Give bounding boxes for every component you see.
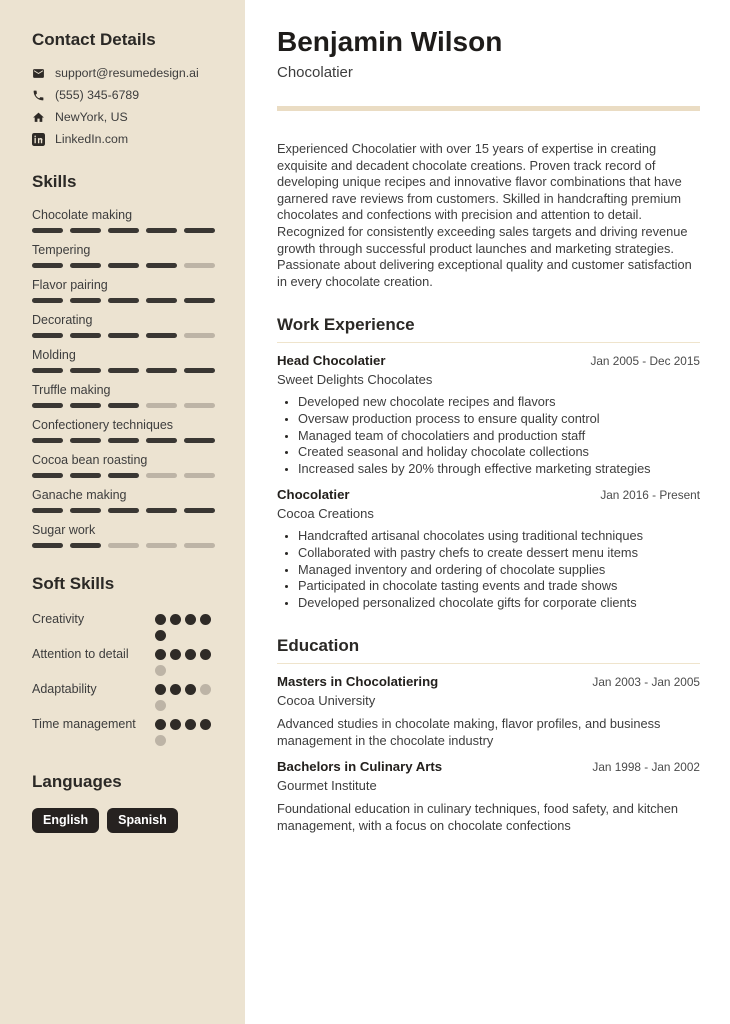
skill-level-bar (32, 473, 215, 478)
soft-skill-label: Adaptability (32, 682, 97, 696)
skill-level-bar (32, 543, 215, 548)
skill-segment-filled (70, 263, 101, 268)
rating-dot-filled (170, 614, 181, 625)
skill-segment-filled (108, 473, 139, 478)
main-content (245, 0, 730, 1024)
job-dates: Jan 2005 - Dec 2015 (590, 354, 700, 369)
job-bullets (277, 394, 700, 477)
job-company: Cocoa Creations (277, 506, 374, 522)
rating-dot-filled (155, 649, 166, 660)
skill-item (32, 278, 215, 303)
skill-segment-filled (108, 438, 139, 443)
skill-label: Decorating (32, 313, 93, 327)
education-school: Cocoa University (277, 693, 376, 709)
job-title: Head Chocolatier (277, 353, 386, 369)
skill-level-bar (32, 403, 215, 408)
skill-segment-empty (146, 473, 177, 478)
phone-icon (32, 89, 45, 102)
skill-item (32, 313, 215, 338)
job-company: Sweet Delights Chocolates (277, 372, 433, 388)
contact-item (32, 110, 215, 124)
skill-segment-filled (184, 508, 215, 513)
skill-segment-empty (146, 403, 177, 408)
languages-list (32, 808, 215, 833)
skill-segment-empty (184, 333, 215, 338)
skill-segment-filled (32, 368, 63, 373)
skill-segment-filled (146, 368, 177, 373)
language-badge: Spanish (107, 808, 178, 833)
skill-segment-filled (146, 508, 177, 513)
skill-segment-filled (146, 263, 177, 268)
skill-segment-filled (146, 298, 177, 303)
skill-item (32, 488, 215, 513)
skill-segment-filled (70, 508, 101, 513)
skill-label: Cocoa bean roasting (32, 453, 148, 467)
soft-skill-dots (155, 680, 215, 711)
skill-label: Truffle making (32, 383, 111, 397)
home-icon (32, 111, 45, 124)
education-degree: Masters in Chocolatiering (277, 674, 439, 690)
soft-skill-label: Attention to detail (32, 647, 129, 661)
skill-label: Ganache making (32, 488, 127, 502)
linkedin-icon (32, 133, 45, 146)
skill-level-bar (32, 228, 215, 233)
skill-segment-filled (108, 403, 139, 408)
job-entry (277, 352, 700, 477)
languages-heading: Languages (32, 772, 122, 791)
skill-segment-empty (108, 543, 139, 548)
soft-skill-item (32, 680, 215, 711)
skill-level-bar (32, 508, 215, 513)
skill-segment-filled (70, 298, 101, 303)
soft-skill-label: Time management (32, 717, 136, 731)
skill-level-bar (32, 263, 215, 268)
work-experience-heading: Work Experience (277, 315, 700, 343)
rating-dot-filled (185, 649, 196, 660)
education-dates: Jan 1998 - Jan 2002 (592, 760, 700, 775)
contact-section (32, 30, 215, 146)
soft-skills-section (32, 574, 215, 746)
education-degree: Bachelors in Culinary Arts (277, 759, 443, 775)
rating-dot-filled (170, 684, 181, 695)
skill-segment-empty (146, 543, 177, 548)
skill-segment-filled (32, 263, 63, 268)
education-entry (277, 673, 700, 749)
skill-level-bar (32, 333, 215, 338)
rating-dot-filled (155, 630, 166, 641)
contact-item-text: (555) 345-6789 (55, 88, 140, 102)
rating-dot-filled (155, 614, 166, 625)
skills-heading: Skills (32, 172, 77, 191)
job-bullet: • Managed inventory and ordering of chocolate supplies (298, 562, 700, 579)
education-description: Advanced studies in chocolate making, flavor profiles, and business management in the chocolate industry (277, 716, 661, 749)
skill-segment-filled (32, 473, 63, 478)
rating-dot-filled (200, 719, 211, 730)
rating-dot-empty (155, 735, 166, 746)
accent-divider (277, 106, 700, 111)
skill-segment-filled (108, 228, 139, 233)
skill-label: Flavor pairing (32, 278, 108, 292)
rating-dot-filled (170, 649, 181, 660)
job-entry (277, 486, 700, 611)
skill-segment-filled (32, 508, 63, 513)
skill-label: Chocolate making (32, 208, 133, 222)
education-school: Gourmet Institute (277, 778, 377, 794)
skill-item (32, 348, 215, 373)
contact-item (32, 66, 215, 80)
job-title: Chocolatier (277, 487, 350, 503)
job-bullet: • Handcrafted artisanal chocolates using traditional techniques (298, 528, 700, 545)
education-heading: Education (277, 636, 700, 664)
rating-dot-filled (155, 684, 166, 695)
skills-section (32, 172, 215, 548)
person-name: Benjamin Wilson (277, 26, 503, 57)
soft-skills-list (32, 610, 215, 746)
skill-segment-filled (108, 333, 139, 338)
skill-segment-filled (70, 333, 101, 338)
work-experience-section (277, 315, 700, 611)
rating-dot-empty (200, 684, 211, 695)
contact-item-text: LinkedIn.com (55, 132, 129, 146)
rating-dot-filled (200, 649, 211, 660)
languages-section (32, 772, 215, 833)
soft-skills-heading: Soft Skills (32, 574, 115, 593)
soft-skill-item (32, 610, 215, 641)
rating-dot-filled (185, 684, 196, 695)
education-description: Foundational education in culinary techniques, food safety, and kitchen management, with a focus on chocolate confections (277, 801, 678, 834)
skill-label: Sugar work (32, 523, 96, 537)
skill-segment-filled (108, 298, 139, 303)
skill-segment-filled (184, 438, 215, 443)
skill-segment-filled (146, 438, 177, 443)
contact-heading: Contact Details (32, 30, 156, 49)
skill-level-bar (32, 298, 215, 303)
soft-skill-label: Creativity (32, 612, 85, 626)
job-bullet: • Managed team of chocolatiers and production staff (298, 428, 700, 445)
skill-segment-filled (184, 368, 215, 373)
job-bullet: • Participated in chocolate tasting events and trade shows (298, 578, 700, 595)
person-role: Chocolatier (277, 64, 353, 81)
job-dates: Jan 2016 - Present (600, 488, 700, 503)
skill-segment-filled (70, 403, 101, 408)
skill-segment-filled (32, 298, 63, 303)
skill-level-bar (32, 368, 215, 373)
rating-dot-filled (185, 614, 196, 625)
education-entry (277, 758, 700, 834)
job-bullets (277, 528, 700, 611)
skill-segment-filled (70, 473, 101, 478)
contact-item-text: support@resumedesign.ai (55, 66, 199, 80)
job-bullet: • Oversaw production process to ensure quality control (298, 411, 700, 428)
mail-icon (32, 67, 45, 80)
skill-segment-filled (32, 438, 63, 443)
skill-label: Molding (32, 348, 76, 362)
skill-segment-filled (70, 228, 101, 233)
skill-segment-filled (70, 438, 101, 443)
language-badge: English (32, 808, 99, 833)
skill-item (32, 453, 215, 478)
skill-item (32, 243, 215, 268)
job-bullet: • Collaborated with pastry chefs to create dessert menu items (298, 545, 700, 562)
skill-segment-filled (108, 368, 139, 373)
skill-segment-filled (184, 228, 215, 233)
soft-skill-dots (155, 715, 215, 746)
jobs-list (277, 352, 700, 611)
soft-skill-dots (155, 610, 215, 641)
rating-dot-filled (200, 614, 211, 625)
job-bullet: • Increased sales by 20% through effective marketing strategies (298, 461, 700, 478)
contact-item-text: NewYork, US (55, 110, 128, 124)
skill-segment-filled (184, 298, 215, 303)
skill-segment-filled (108, 508, 139, 513)
skill-label: Tempering (32, 243, 91, 257)
skill-item (32, 418, 215, 443)
skill-segment-filled (70, 368, 101, 373)
skills-list (32, 208, 215, 548)
skill-level-bar (32, 438, 215, 443)
summary-text: Experienced Chocolatier with over 15 years of expertise in creating exquisite and decadent chocolate creations. Proven track record of developing unique recipes and innovative flavor combinations that have garnered rave reviews from customers. Skilled in handcrafting premium chocolates and confections with precision and attention to detail. Recognized for consistently exceeding sales targets and driving revenue growth through successful product launches and marketing strategies. Passionate about delivering exceptional quality and customer satisfaction in every chocolate creation. (277, 141, 692, 289)
contact-list (32, 66, 215, 146)
job-bullet: • Developed new chocolate recipes and flavors (298, 394, 700, 411)
soft-skill-dots (155, 645, 215, 676)
soft-skill-item (32, 645, 215, 676)
skill-segment-filled (146, 228, 177, 233)
skill-segment-filled (32, 333, 63, 338)
contact-item (32, 88, 215, 102)
rating-dot-filled (185, 719, 196, 730)
education-list (277, 673, 700, 834)
skill-segment-filled (108, 263, 139, 268)
skill-segment-empty (184, 543, 215, 548)
skill-segment-filled (32, 403, 63, 408)
job-bullet: • Developed personalized chocolate gifts for corporate clients (298, 595, 700, 612)
skill-segment-filled (146, 333, 177, 338)
skill-item (32, 523, 215, 548)
sidebar (0, 0, 245, 1024)
skill-segment-filled (70, 543, 101, 548)
skill-segment-filled (32, 228, 63, 233)
skill-item (32, 383, 215, 408)
skill-item (32, 208, 215, 233)
contact-item (32, 132, 215, 146)
rating-dot-filled (155, 719, 166, 730)
rating-dot-empty (155, 700, 166, 711)
education-section (277, 636, 700, 834)
skill-segment-empty (184, 473, 215, 478)
rating-dot-empty (155, 665, 166, 676)
soft-skill-item (32, 715, 215, 746)
rating-dot-filled (170, 719, 181, 730)
skill-segment-empty (184, 263, 215, 268)
job-bullet: • Created seasonal and holiday chocolate collections (298, 444, 700, 461)
education-dates: Jan 2003 - Jan 2005 (592, 675, 700, 690)
skill-segment-filled (32, 543, 63, 548)
skill-segment-empty (184, 403, 215, 408)
skill-label: Confectionery techniques (32, 418, 174, 432)
